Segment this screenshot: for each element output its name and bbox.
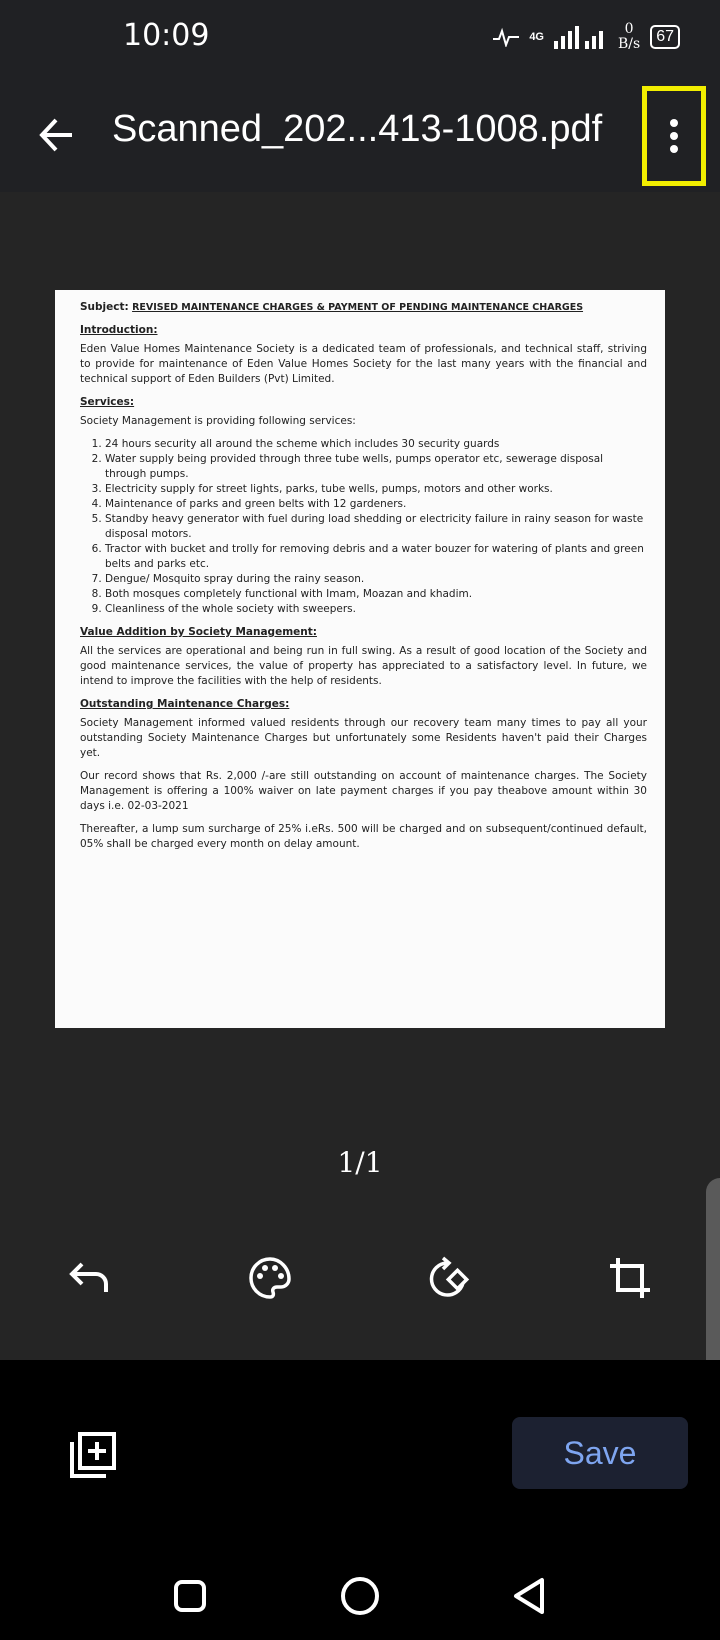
outstanding-heading: Outstanding Maintenance Charges: — [80, 698, 290, 710]
services-heading: Services: — [80, 396, 135, 408]
value-heading: Value Addition by Society Management: — [80, 626, 317, 638]
list-item: 2. Water supply being provided through three tube wells, pumps operator etc, sewerage disposal through pumps. — [105, 452, 647, 482]
signal-icon — [554, 25, 608, 49]
list-item: 3. Electricity supply for street lights, parks, tube wells, pumps, motors and other works. — [105, 482, 647, 497]
list-item: 6. Tractor with bucket and trolly for removing debris and a water bouzer for watering of plants and green belts and parks etc. — [105, 542, 647, 572]
back-arrow-icon[interactable] — [32, 110, 82, 160]
intro-heading: Introduction: — [80, 324, 158, 336]
document-title: Scanned_202...413-1008.pdf — [112, 108, 603, 150]
list-item: 8. Both mosques completely functional with Imam, Moazan and khadim. — [105, 587, 647, 602]
page-counter: 1/1 — [337, 1146, 383, 1179]
net-speed: 0 B/s — [618, 21, 641, 52]
status-icons — [493, 22, 680, 52]
status-time: 10:09 — [123, 18, 210, 53]
list-item: 1. 24 hours security all around the scheme which includes 30 security guards — [105, 437, 647, 452]
rotate-icon — [427, 1255, 473, 1301]
more-vert-icon — [668, 118, 680, 154]
outstanding-text-3: Thereafter, a lump sum surcharge of 25% i.eRs. 500 will be charged and on subsequent/continued default, 05% shall be charged every month on delay amount. — [80, 823, 647, 850]
save-button[interactable]: Save — [512, 1417, 688, 1489]
subject-line: Subject: REVISED MAINTENANCE CHARGES & PAYMENT OF PENDING MAINTENANCE CHARGES — [80, 301, 584, 313]
services-list — [80, 437, 647, 617]
home-icon[interactable] — [336, 1572, 384, 1620]
undo-icon — [68, 1258, 112, 1298]
outstanding-text-2: Our record shows that Rs. 2,000 /-are still outstanding on account of maintenance charges. The Society Management is offering a 100% waiver on late payment charges if you pay theabove amount within 30 days i.e. 02-03-2021 — [80, 770, 647, 812]
crop-icon — [608, 1256, 652, 1300]
list-item: 9. Cleanliness of the whole society with sweepers. — [105, 602, 647, 617]
back-nav-icon[interactable] — [506, 1572, 554, 1620]
value-text: All the services are operational and being run in full swing. As a result of good location of the Society and good maintenance services, the value of property has appreciated to a satisfactory level. In future, we intend to improve the facilities with the help of residents. — [80, 645, 647, 687]
add-page-icon[interactable] — [68, 1430, 118, 1480]
list-item: 4. Maintenance of parks and green belts with 12 gardeners. — [105, 497, 647, 512]
document-page[interactable] — [55, 290, 665, 1028]
status-bar — [0, 0, 720, 80]
crop-button[interactable] — [602, 1250, 658, 1306]
intro-text: Eden Value Homes Maintenance Society is a dedicated team of professionals, and technical staff, striving to provide for maintenance of Eden Value Homes Society for the last many years with the financial and technical support of Eden Builders (Pvt) Limited. — [80, 343, 647, 385]
rotate-button[interactable] — [422, 1250, 478, 1306]
app-bar — [0, 80, 720, 192]
battery-icon: 67 — [650, 25, 680, 49]
activity-icon — [493, 27, 519, 47]
network-type: 4G — [529, 31, 544, 43]
outstanding-text-1: Society Management informed valued residents through our recovery team many times to pay all your outstanding Society Maintenance Charges but unfortunately some Residents haven't paid their Charges yet. — [80, 717, 647, 759]
services-intro: Society Management is providing following services: — [80, 415, 356, 427]
undo-button[interactable] — [62, 1250, 118, 1306]
list-item: 7. Dengue/ Mosquito spray during the rainy season. — [105, 572, 647, 587]
color-filter-button[interactable] — [242, 1250, 298, 1306]
palette-icon — [248, 1256, 292, 1300]
list-item: 5. Standby heavy generator with fuel during load shedding or electricity failure in rainy season for waste disposal motors. — [105, 512, 647, 542]
side-handle[interactable] — [706, 1178, 720, 1388]
recents-icon[interactable] — [166, 1572, 214, 1620]
more-options-button[interactable] — [642, 86, 706, 186]
system-nav-bar — [0, 1550, 720, 1640]
edit-toolbar — [0, 1250, 720, 1320]
